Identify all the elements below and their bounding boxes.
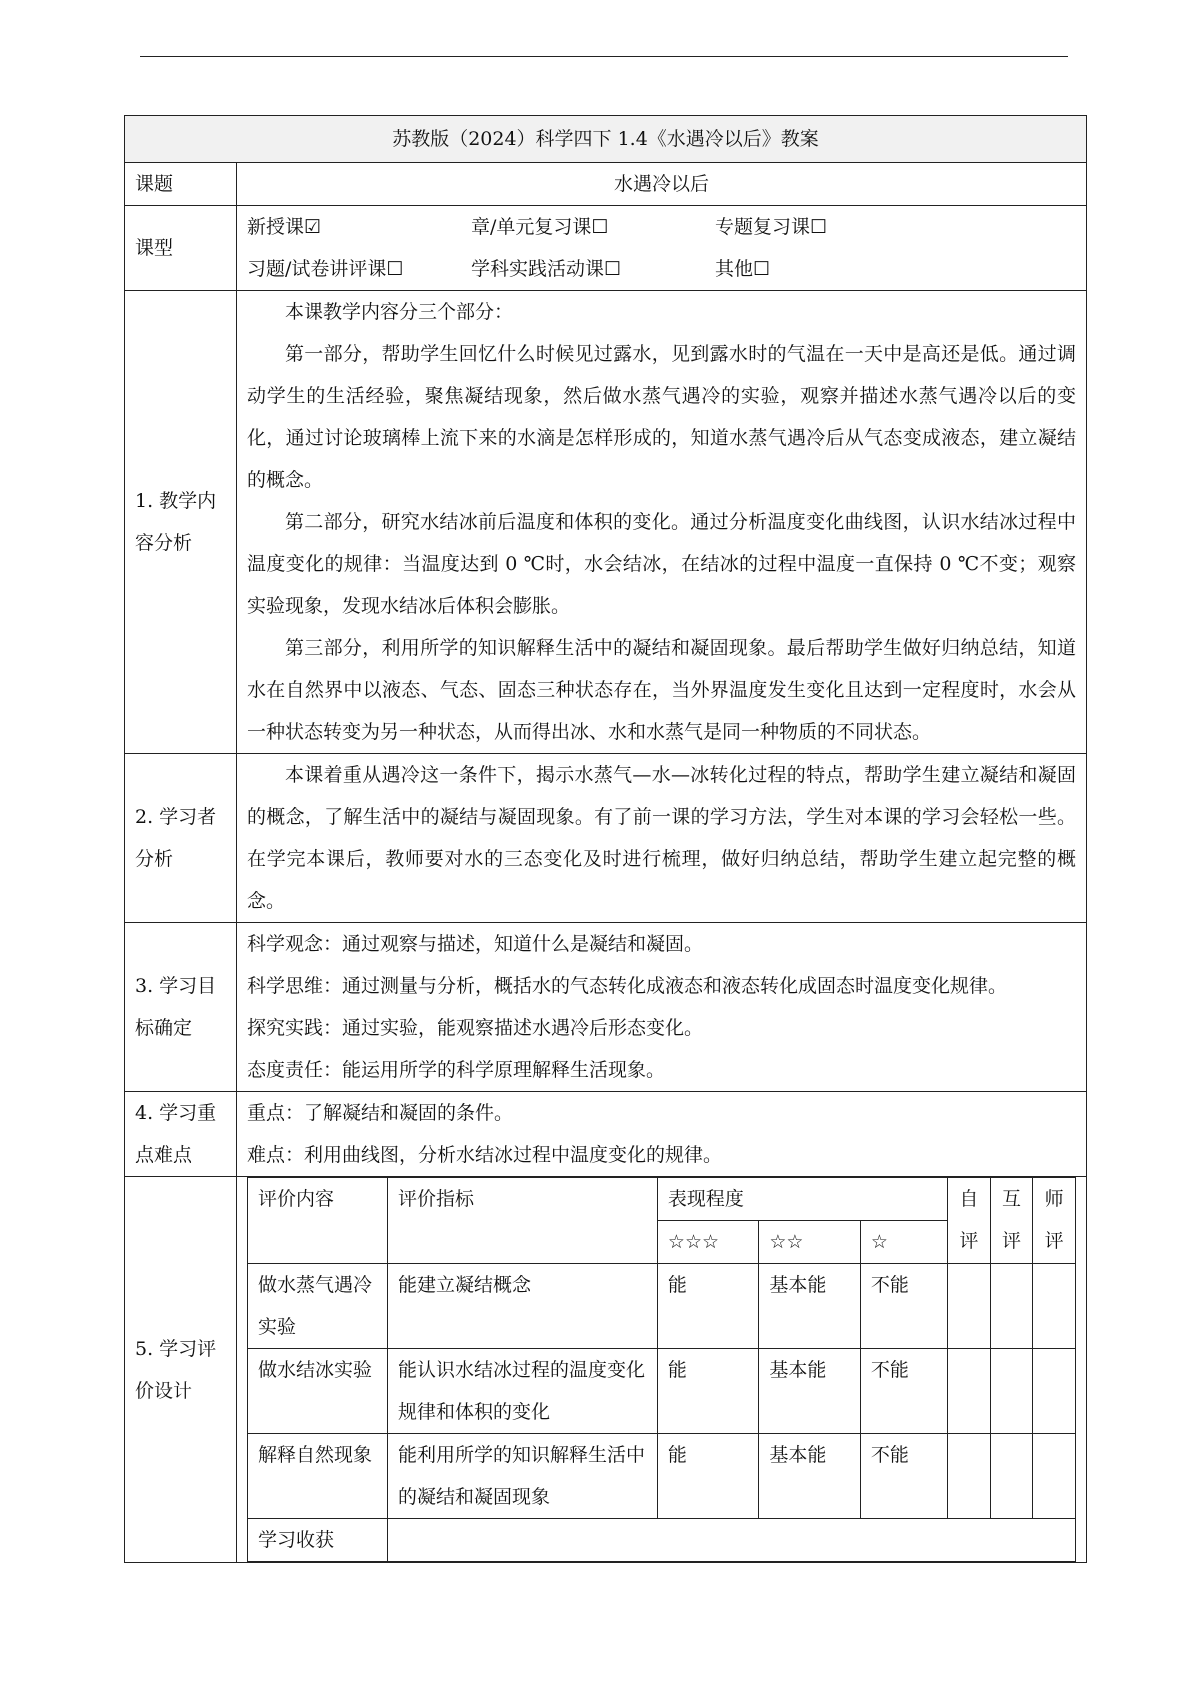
evaluation-row (125, 1177, 1087, 1563)
eval-content: 做水结冰实验 (248, 1349, 388, 1434)
key-point-line: 难点：利用曲线图，分析水结冰过程中温度变化的规律。 (247, 1144, 723, 1166)
header-peer: 互评 (990, 1178, 1033, 1264)
evaluation-header-row (248, 1178, 1076, 1221)
topic-row (125, 163, 1087, 206)
objective-line: 科学观念：通过观察与描述，知道什么是凝结和凝固。 (247, 933, 704, 955)
eval-level-2: 基本能 (759, 1264, 860, 1349)
learner-analysis-row (125, 754, 1087, 923)
eval-teacher-cell[interactable] (1033, 1349, 1076, 1434)
learner-paragraph: 本课着重从遇冷这一条件下，揭示水蒸气—水—冰转化过程的特点，帮助学生建立凝结和凝固的概念，了解生活中的凝结与凝固现象。有了前一课的学习方法，学生对本课的学习会轻松一些。在学完本课后，教师要对水的三态变化及时进行梳理，做好归纳总结，帮助学生建立起完整的概念。 (247, 764, 1076, 912)
eval-level-1: 不能 (860, 1434, 947, 1519)
eval-content: 做水蒸气遇冷实验 (248, 1264, 388, 1349)
evaluation-row-item (248, 1434, 1076, 1519)
header-content: 评价内容 (248, 1178, 388, 1264)
stars-two: ☆☆ (759, 1221, 860, 1264)
eval-level-1: 不能 (860, 1264, 947, 1349)
learning-gain-label: 学习收获 (248, 1519, 388, 1562)
eval-self-cell[interactable] (948, 1349, 991, 1434)
content-analysis-body (237, 291, 1087, 754)
objective-line: 科学思维：通过测量与分析，概括水的气态转化成液态和液态转化成固态时温度变化规律。 (247, 975, 1008, 997)
evaluation-body (237, 1177, 1087, 1563)
learning-gain-row (248, 1519, 1076, 1562)
stars-one: ☆ (860, 1221, 947, 1264)
learner-analysis-label: 2. 学习者 分析 (125, 754, 237, 923)
eval-indicator: 能认识水结冰过程的温度变化规律和体积的变化 (388, 1349, 658, 1434)
option-exercise-review[interactable]: 习题/试卷讲评课☐ (247, 258, 404, 280)
lesson-type-options (237, 206, 1087, 291)
eval-teacher-cell[interactable] (1033, 1264, 1076, 1349)
eval-level-1: 不能 (860, 1349, 947, 1434)
evaluation-label: 5. 学习评 价设计 (125, 1177, 237, 1563)
option-unit-review[interactable]: 章/单元复习课☐ (471, 216, 609, 238)
topic-value: 水遇冷以后 (237, 163, 1087, 206)
content-paragraph: 第三部分，利用所学的知识解释生活中的凝结和凝固现象。最后帮助学生做好归纳总结，知道水在自然界中以液态、气态、固态三种状态存在，当外界温度发生变化且达到一定程度时，水会从一种状态转变为另一种状态，从而得出冰、水和水蒸气是同一种物质的不同状态。 (247, 637, 1076, 743)
eval-level-3: 能 (657, 1434, 758, 1519)
lesson-type-row (125, 206, 1087, 291)
eval-level-2: 基本能 (759, 1349, 860, 1434)
evaluation-row-item (248, 1349, 1076, 1434)
option-other[interactable]: 其他☐ (715, 258, 771, 280)
header-rule (140, 56, 1068, 57)
eval-level-3: 能 (657, 1349, 758, 1434)
header-teacher: 师评 (1033, 1178, 1076, 1264)
objective-line: 态度责任：能运用所学的科学原理解释生活现象。 (247, 1059, 666, 1081)
header-self: 自评 (948, 1178, 991, 1264)
content-analysis-row (125, 291, 1087, 754)
evaluation-table (247, 1177, 1076, 1562)
lesson-type-label: 课型 (125, 206, 237, 291)
option-new-lesson[interactable]: 新授课☑ (247, 216, 322, 238)
eval-indicator: 能利用所学的知识解释生活中的凝结和凝固现象 (388, 1434, 658, 1519)
eval-self-cell[interactable] (948, 1434, 991, 1519)
eval-indicator: 能建立凝结概念 (388, 1264, 658, 1349)
content-paragraph: 第二部分，研究水结冰前后温度和体积的变化。通过分析温度变化曲线图，认识水结冰过程中温度变化的规律：当温度达到 0 ℃时，水会结冰，在结冰的过程中温度一直保持 0 ℃不变；观察实验现象，发现水结冰后体积会膨胀。 (247, 511, 1076, 617)
key-points-label: 4. 学习重 点难点 (125, 1092, 237, 1177)
option-practice-activity[interactable]: 学科实践活动课☐ (471, 258, 622, 280)
eval-peer-cell[interactable] (990, 1434, 1033, 1519)
header-indicator: 评价指标 (388, 1178, 658, 1264)
document-title: 苏教版（2024）科学四下 1.4《水遇冷以后》教案 (125, 116, 1087, 163)
stars-three: ☆☆☆ (657, 1221, 758, 1264)
eval-peer-cell[interactable] (990, 1349, 1033, 1434)
eval-level-2: 基本能 (759, 1434, 860, 1519)
learner-analysis-body (237, 754, 1087, 923)
eval-content: 解释自然现象 (248, 1434, 388, 1519)
eval-level-3: 能 (657, 1264, 758, 1349)
eval-self-cell[interactable] (948, 1264, 991, 1349)
learning-gain-field[interactable] (388, 1519, 1076, 1562)
title-row (125, 116, 1087, 163)
objectives-row (125, 923, 1087, 1092)
objectives-body (237, 923, 1087, 1092)
topic-label: 课题 (125, 163, 237, 206)
objective-line: 探究实践：通过实验，能观察描述水遇冷后形态变化。 (247, 1017, 704, 1039)
lesson-plan-table (124, 115, 1087, 1563)
objectives-label: 3. 学习目 标确定 (125, 923, 237, 1092)
content-paragraph: 第一部分，帮助学生回忆什么时候见过露水，见到露水时的气温在一天中是高还是低。通过调动学生的生活经验，聚焦凝结现象，然后做水蒸气遇冷的实验，观察并描述水蒸气遇冷以后的变化，通过讨论玻璃棒上流下来的水滴是怎样形成的，知道水蒸气遇冷后从气态变成液态，建立凝结的概念。 (247, 343, 1076, 491)
key-points-body (237, 1092, 1087, 1177)
key-points-row (125, 1092, 1087, 1177)
option-topic-review[interactable]: 专题复习课☐ (715, 216, 828, 238)
header-performance: 表现程度 (657, 1178, 947, 1221)
content-analysis-label: 1. 教学内 容分析 (125, 291, 237, 754)
evaluation-row-item (248, 1264, 1076, 1349)
eval-teacher-cell[interactable] (1033, 1434, 1076, 1519)
key-point-line: 重点：了解凝结和凝固的条件。 (247, 1102, 514, 1124)
content-paragraph: 本课教学内容分三个部分： (285, 301, 514, 323)
eval-peer-cell[interactable] (990, 1264, 1033, 1349)
